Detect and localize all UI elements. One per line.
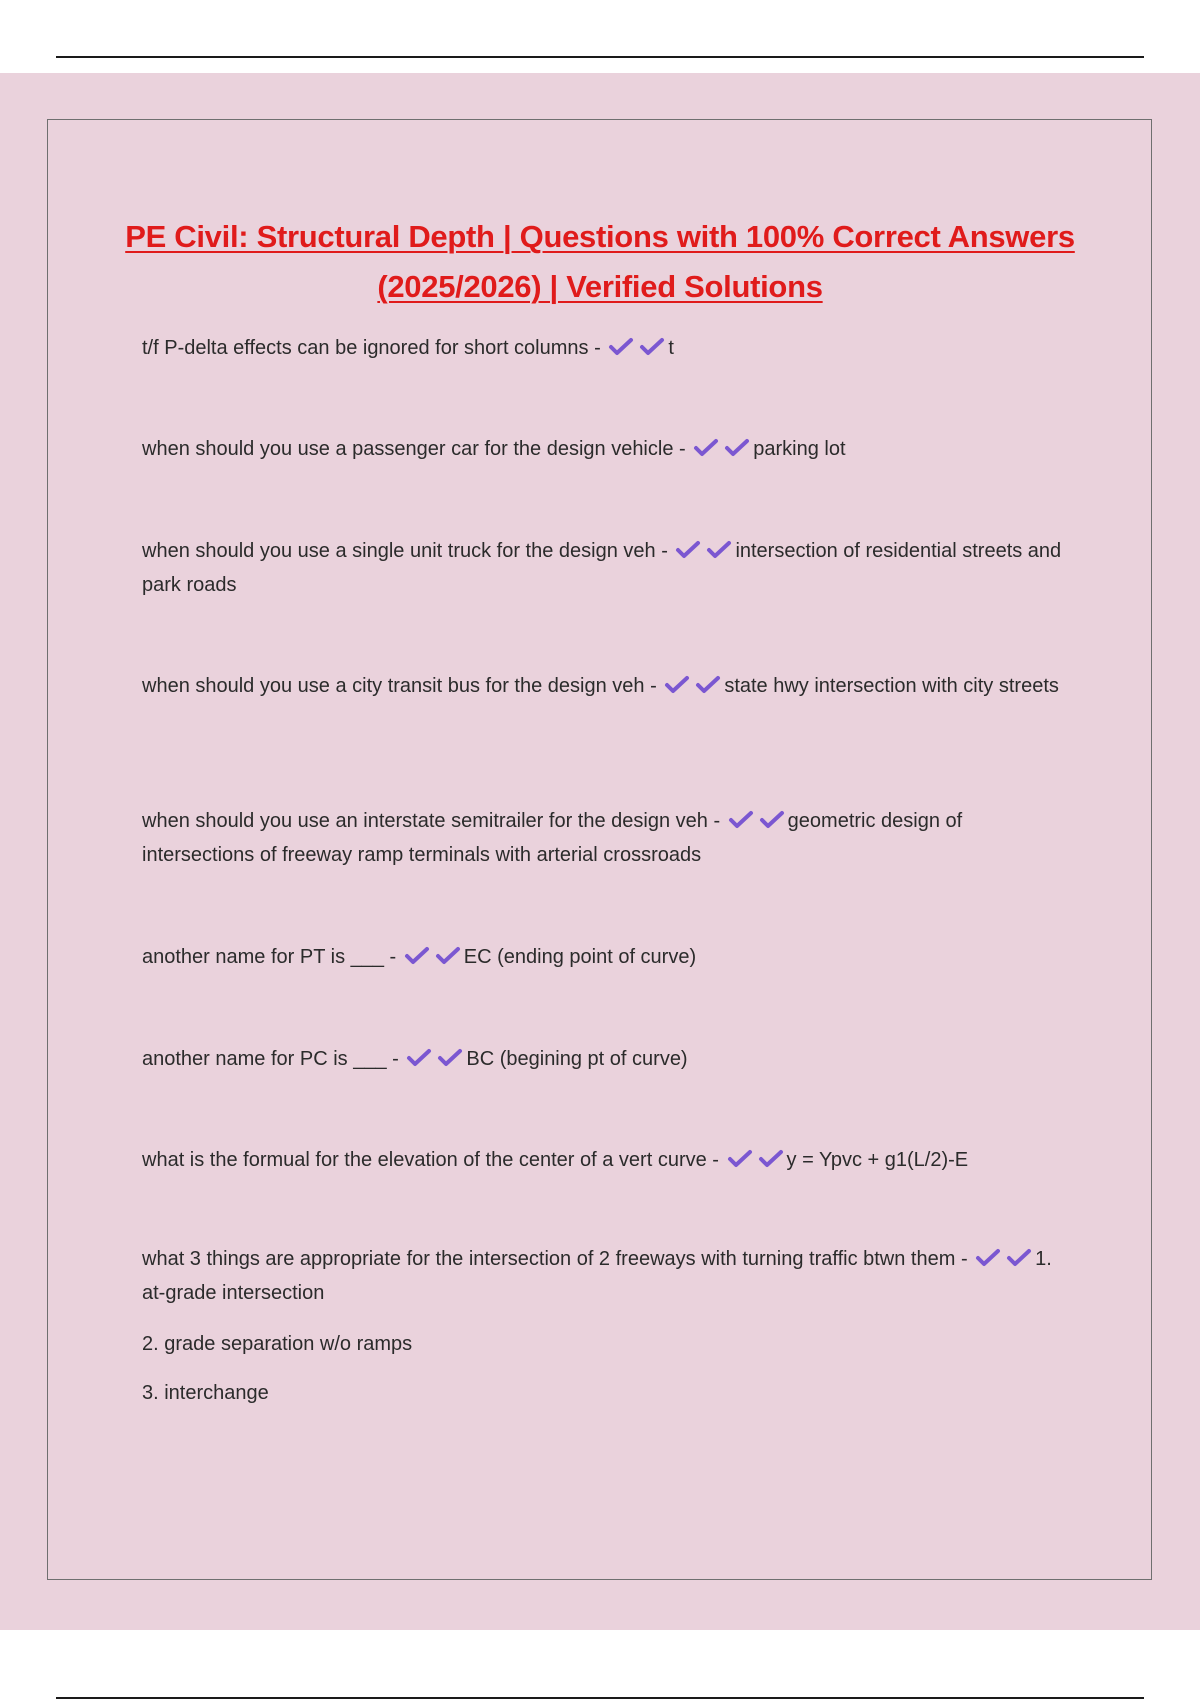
answer-text: y = Ypvc + g1(L/2)-E [786,1149,969,1171]
qa-item-4 [142,669,1062,703]
checkmark-icon [664,675,690,695]
checkmark-icon [695,675,721,695]
question-text: what 3 things are appropriate for the intersection of 2 freeways with turning traffic btwn them [142,1248,956,1270]
question-text: when should you use a single unit truck for the design veh [142,540,656,562]
separator: - [384,946,402,968]
qa-item-9 [142,1242,1062,1310]
checkmark-icon [406,1048,432,1068]
answer-text: geometric design of intersections of freeway ramp terminals with arterial crossroads [142,810,963,866]
checkmark-icon [675,540,701,560]
separator: - [673,438,692,460]
question-text: another name for PT is ___ [142,946,384,968]
checkmark-icon [758,1149,784,1169]
separator: - [706,1149,725,1171]
question-text: another name for PC is ___ [142,1048,387,1070]
separator: - [588,337,607,359]
checkmark-icon [1006,1248,1032,1268]
qa-item-1 [142,331,1062,365]
qa-item-3 [142,534,1062,602]
answer-text: parking lot [753,438,846,460]
qa-item-5 [142,804,1062,872]
footer-rule [56,1697,1144,1699]
question-text: t/f P-delta effects can be ignored for short columns [142,337,589,359]
separator: - [955,1248,974,1270]
checkmark-icon [608,337,634,357]
answer-text: 1. at-grade intersection [142,1248,1052,1304]
checkmark-icon [727,1149,753,1169]
question-text: when should you use a city transit bus for the design veh [142,675,645,697]
separator: - [655,540,674,562]
qa-item-2 [142,432,1062,466]
qa-item-6 [142,940,1062,974]
answer-text: EC (ending point of curve) [463,946,697,968]
checkmark-icon [639,337,665,357]
checkmark-icon [728,810,754,830]
question-text: when should you use an interstate semitrailer for the design veh [142,810,708,832]
separator: - [707,810,726,832]
document-title: PE Civil: Structural Depth | Questions with 100% Correct Answers (2025/2026) | Verified Solutions [125,219,1075,304]
question-text: what is the formual for the elevation of the center of a vert curve [142,1149,707,1171]
checkmark-icon [759,810,785,830]
answer-text: t [668,337,674,359]
checkmark-icon [435,946,461,966]
answer-text: BC (begining pt of curve) [466,1048,688,1070]
separator: - [644,675,663,697]
header-rule [56,56,1144,58]
answer-text: intersection of residential streets and park roads [142,540,1062,596]
checkmark-icon [693,438,719,458]
answer-line-3: 3. interchange [142,1382,269,1404]
qa-item-8 [142,1143,1062,1177]
separator: - [386,1048,405,1070]
question-text: when should you use a passenger car for the design vehicle [142,438,674,460]
checkmark-icon [706,540,732,560]
checkmark-icon [975,1248,1001,1268]
qa-item-7 [142,1042,1062,1076]
answer-text: state hwy intersection with city streets [724,675,1059,697]
answer-line-2: 2. grade separation w/o ramps [142,1333,413,1355]
checkmark-icon [404,946,430,966]
checkmark-icon [437,1048,463,1068]
checkmark-icon [724,438,750,458]
